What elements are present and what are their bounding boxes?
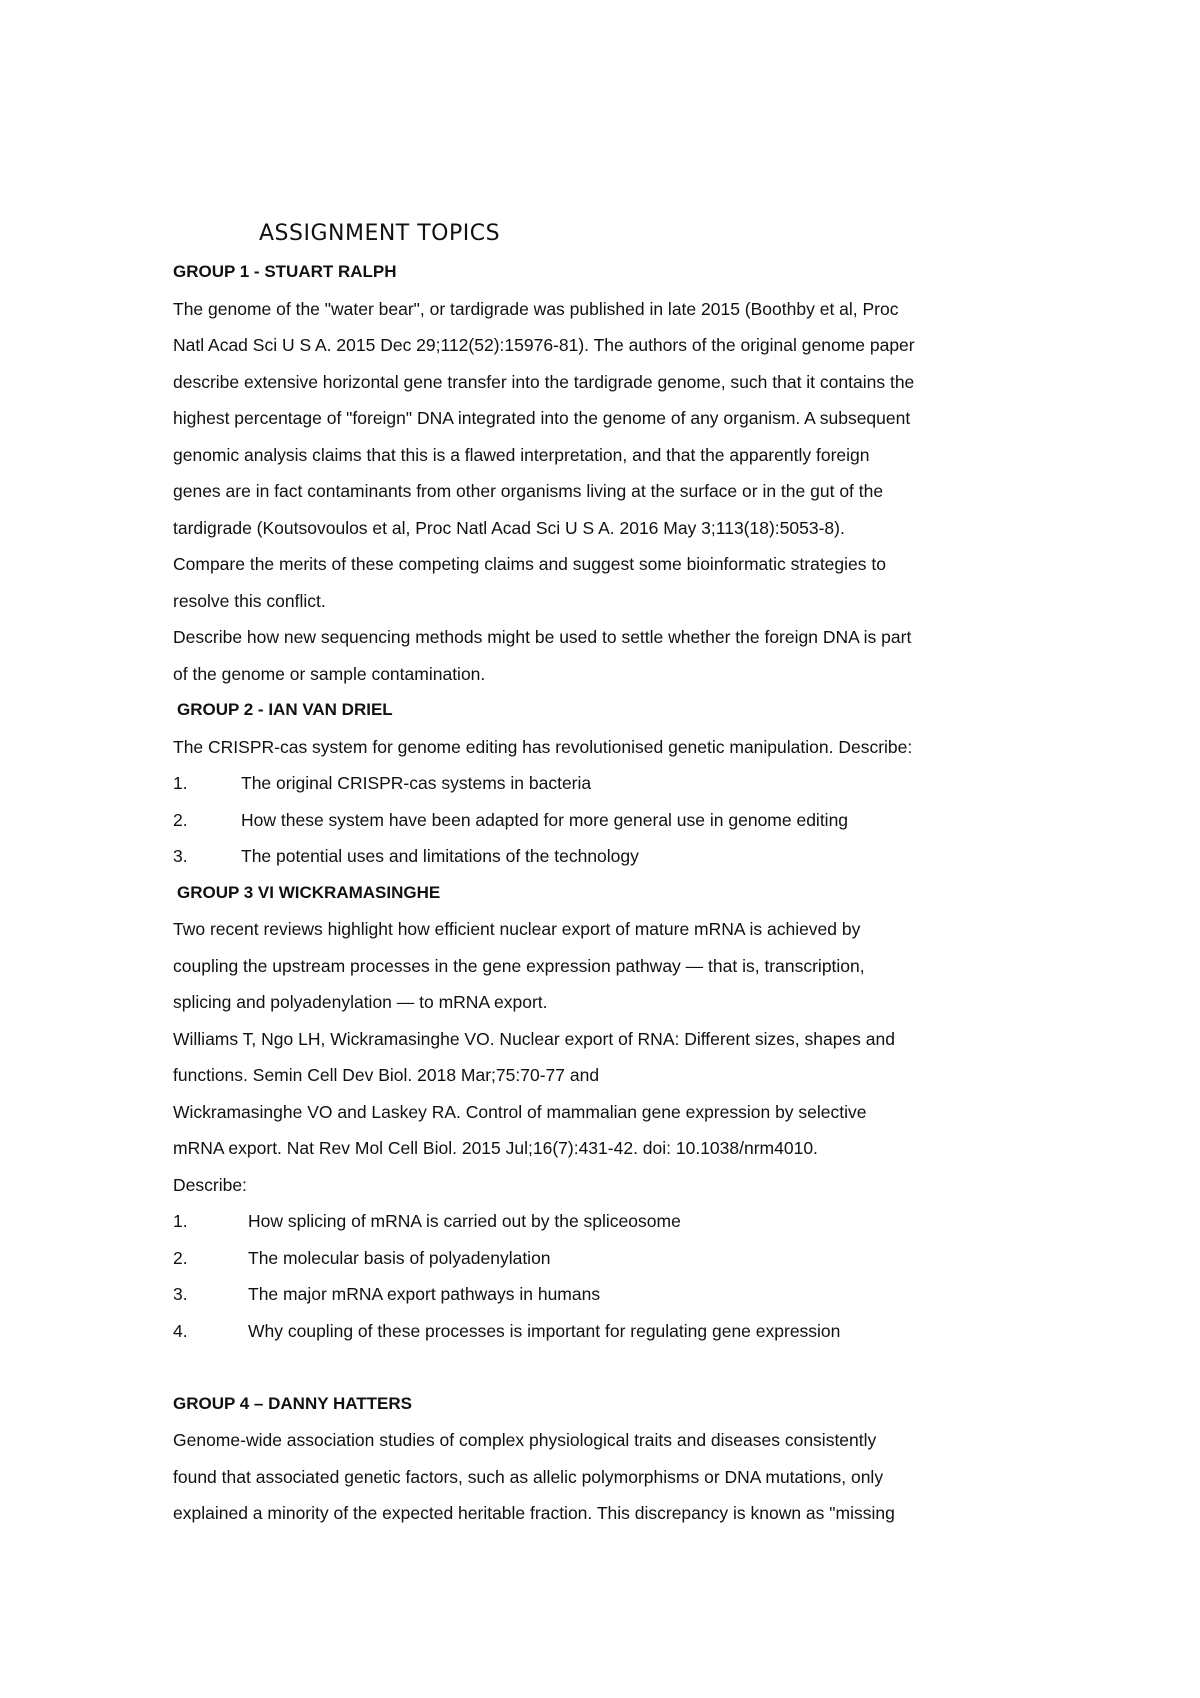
list-item (173, 838, 1053, 875)
group1-heading: GROUP 1 - STUART RALPH (173, 262, 397, 281)
group1-line: resolve this conflict. (173, 590, 326, 611)
group1-line: highest percentage of "foreign" DNA integrated into the genome of any organism. A subsequent (173, 408, 911, 428)
list-item (173, 765, 1053, 802)
list-number: 2. (173, 1247, 188, 1268)
list-item (173, 1313, 1053, 1350)
list-text: How these system have been adapted for more general use in genome editing (241, 809, 849, 830)
group3-line: functions. Semin Cell Dev Biol. 2018 Mar;75:70-77 and (173, 1065, 600, 1085)
group4-line: Genome-wide association studies of complex physiological traits and diseases consistently (173, 1430, 877, 1450)
list-item (173, 802, 1053, 839)
list-text: Why coupling of these processes is important for regulating gene expression (248, 1320, 841, 1341)
group1-line: tardigrade (Koutsovoulos et al, Proc Natl Acad Sci U S A. 2016 May 3;113(18):5053-8). (173, 517, 845, 538)
list-number: 3. (173, 1284, 188, 1304)
group1-line: Compare the merits of these competing claims and suggest some bioinformatic strategies to (173, 554, 886, 574)
group2-heading: GROUP 2 - IAN VAN DRIEL (177, 700, 393, 719)
list-text: The molecular basis of polyadenylation (248, 1247, 551, 1268)
document-page (173, 214, 1053, 1532)
group4-line: explained a minority of the expected heritable fraction. This discrepancy is known as "missing (173, 1503, 895, 1523)
group3-line: mRNA export. Nat Rev Mol Cell Biol. 2015 Jul;16(7):431-42. doi: 10.1038/nrm4010. (173, 1138, 818, 1158)
group1-line: of the genome or sample contamination. (173, 663, 486, 684)
group1-line: genes are in fact contaminants from other organisms living at the surface or in the gut of the (173, 481, 884, 501)
document-title: ASSIGNMENT TOPICS (259, 221, 501, 246)
group3-line: Two recent reviews highlight how efficient nuclear export of mature mRNA is achieved by (173, 919, 861, 939)
list-item (173, 1276, 1053, 1313)
group3-line: Williams T, Ngo LH, Wickramasinghe VO. Nuclear export of RNA: Different sizes, shapes and (173, 1028, 895, 1049)
group1-line: genomic analysis claims that this is a flawed interpretation, and that the apparently foreign (173, 444, 870, 465)
group3-line: coupling the upstream processes in the gene expression pathway — that is, transcription, (173, 955, 865, 976)
group2-intro: The CRISPR-cas system for genome editing has revolutionised genetic manipulation. Describe: (173, 736, 913, 757)
list-number: 3. (173, 846, 188, 866)
group1-line: The genome of the "water bear", or tardigrade was published in late 2015 (Boothby et al, Proc (173, 298, 899, 319)
list-text: The major mRNA export pathways in humans (248, 1284, 601, 1304)
list-text: The original CRISPR-cas systems in bacteria (241, 773, 592, 793)
list-item (173, 1203, 1053, 1240)
group4-line: found that associated genetic factors, such as allelic polymorphisms or DNA mutations, only (173, 1466, 884, 1487)
list-number: 1. (173, 1211, 188, 1231)
group3-heading: GROUP 3 VI WICKRAMASINGHE (177, 882, 441, 902)
list-number: 4. (173, 1320, 188, 1341)
list-text: How splicing of mRNA is carried out by the spliceosome (248, 1211, 681, 1231)
list-number: 1. (173, 773, 188, 793)
group3-line: Describe: (173, 1174, 247, 1195)
group4-heading: GROUP 4 – DANNY HATTERS (173, 1393, 412, 1413)
list-item (173, 1240, 1053, 1277)
group1-line: describe extensive horizontal gene transfer into the tardigrade genome, such that it contains the (173, 371, 915, 392)
blank-line (173, 1349, 1053, 1386)
group3-line: Wickramasinghe VO and Laskey RA. Control of mammalian gene expression by selective (173, 1101, 867, 1122)
list-number: 2. (173, 809, 188, 830)
group1-line: Describe how new sequencing methods might be used to settle whether the foreign DNA is part (173, 627, 912, 647)
group3-line: splicing and polyadenylation — to mRNA export. (173, 992, 548, 1012)
list-text: The potential uses and limitations of the technology (241, 846, 639, 866)
group1-line: Natl Acad Sci U S A. 2015 Dec 29;112(52):15976-81). The authors of the original genome paper (173, 335, 915, 355)
